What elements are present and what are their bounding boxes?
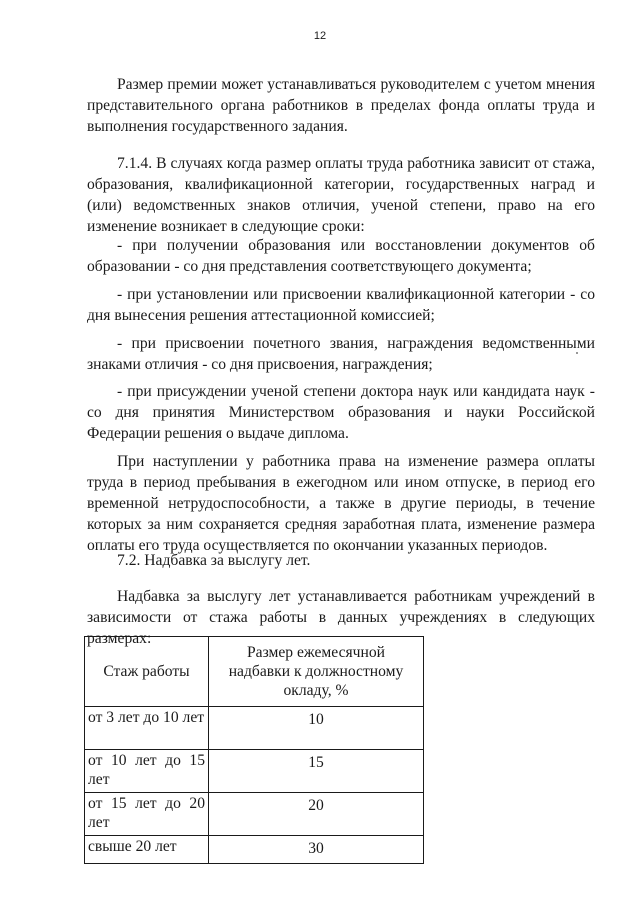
- cell-percent: 10: [209, 707, 424, 750]
- cell-experience: от 3 лет до 10 лет: [85, 707, 209, 750]
- paragraph-bonus-amount: Размер премии может устанавливаться руководителем с учетом мнения представительного органа работников в пределах фонда оплаты труда и выполнения государственного задания.: [87, 76, 595, 135]
- list-item-education: - при получении образования или восстановлении документов об образовании - со дня представления соответствующего документа;: [87, 237, 595, 275]
- cell-experience: от 10 лет до 15 лет: [85, 750, 209, 793]
- cell-percent: 15: [209, 750, 424, 793]
- column-header-experience: Стаж работы: [85, 637, 209, 707]
- table-header-row: [85, 637, 424, 707]
- paragraph-seniority-allowance: Надбавка за выслугу лет устанавливается работникам учреждений в зависимости от стажа работы в данных учреждениях в следующих размерах:: [87, 588, 595, 647]
- table-row: [85, 707, 424, 750]
- cell-percent: 20: [209, 793, 424, 836]
- seniority-allowance-table: [84, 636, 424, 864]
- cell-experience: свыше 20 лет: [85, 836, 209, 864]
- table-row: [85, 836, 424, 864]
- cell-experience: от 15 лет до 20 лет: [85, 793, 209, 836]
- paragraph-clause-7-1-4: 7.1.4. В случаях когда размер оплаты труда работника зависит от стажа, образования, квалификационной категории, государственных наград и (или) ведомственных знаков отличия, ученой степени, право на его изменение возникает в следующие сроки:: [87, 155, 595, 235]
- cell-percent: 30: [209, 836, 424, 864]
- table-row: [85, 793, 424, 836]
- list-item-qualification: - при установлении или присвоении квалификационной категории - со дня вынесения решения аттестационной комиссией;: [87, 286, 595, 324]
- list-item-honorary-title: - при присвоении почетного звания, награждения ведомственными знаками отличия - со дня присвоения, награждения;: [87, 335, 595, 373]
- table-row: [85, 750, 424, 793]
- section-heading-7-2: 7.2. Надбавка за выслугу лет.: [117, 552, 311, 569]
- column-header-allowance-percent: Размер ежемесячной надбавки к должностному окладу, %: [209, 637, 424, 707]
- list-item-academic-degree: - при присуждении ученой степени доктора наук или кандидата наук - со дня принятия Министерством образования и науки Российской Федерации решения о выдаче диплома.: [87, 383, 595, 442]
- scan-artifact: [576, 352, 578, 354]
- page-number: 12: [313, 30, 327, 42]
- paragraph-vacation-periods: При наступлении у работника права на изменение размера оплаты труда в период пребывания в ежегодном или ином отпуске, в период его временной нетрудоспособности, а также в другие периоды, в течение которых за ним сохраняется средняя заработная плата, изменение размера оплаты его труда осуществляется по окончании указанных периодов.: [87, 453, 595, 554]
